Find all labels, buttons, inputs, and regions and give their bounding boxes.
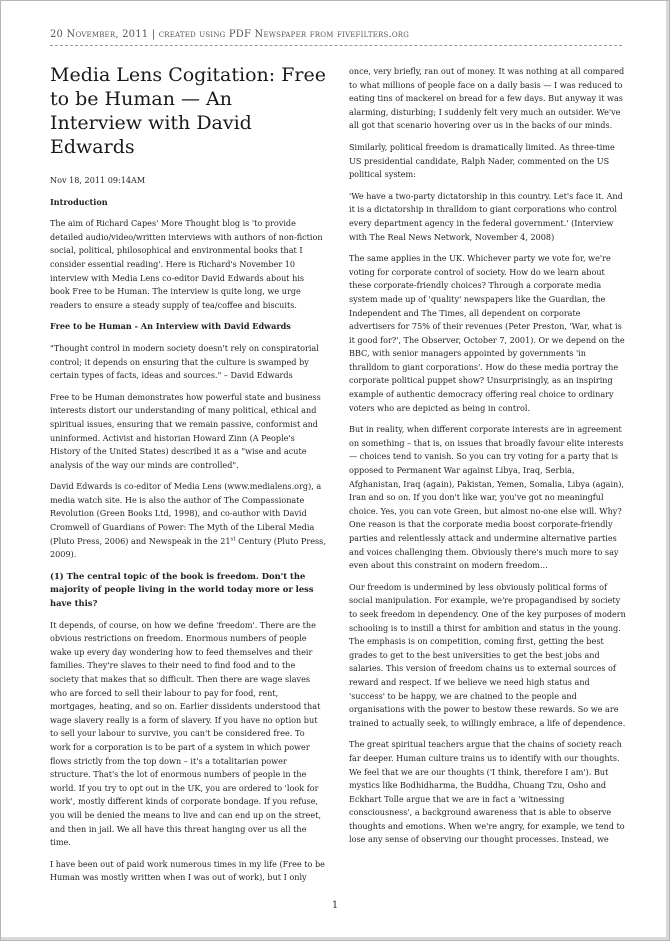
author-bio-text-end: Century (Pluto Press, 2009). bbox=[50, 535, 326, 560]
question-1: (1) The central topic of the book is freedom. Don't the majority of people living in the world today more or less have this? bbox=[50, 570, 314, 609]
header-date: 20 November, 2011 bbox=[50, 29, 149, 40]
author-bio-paragraph bbox=[50, 480, 326, 562]
ordinal-superscript: st bbox=[230, 535, 236, 542]
article-date: Nov 18, 2011 09:14AM bbox=[50, 175, 146, 185]
page-number: 1 bbox=[331, 900, 339, 911]
author-bio-text: David Edwards is co-editor of Media Lens (www.medialens.org), a media watch site. He is also the author of The Compassionate Revolution (Green Books Ltd, 1998), and co-author with David Cromwell of Guardians of Power: The Myth of the Liberal Media (Pluto Press, 2006) and Newspeak in the 21 bbox=[50, 481, 322, 546]
header-divider bbox=[50, 45, 622, 46]
left-column bbox=[50, 63, 326, 893]
pull-quote: "Thought control in modern society doesn't rely on conspiratorial control; it depends on ensuring that the culture is swamped by certain types of facts, ideas and sources." – David Edwards bbox=[50, 342, 319, 381]
intro-paragraph: The aim of Richard Capes' More Thought blog is 'to provide detailed audio/video/written interviews with authors of non-fiction social, political, philosophical and environmental books that I consider essential reading'. Here is Richard's November 10 interview with Media Lens co-editor David Edwards about his book Free to be Human. The interview is quite long, we urge readers to ensure a steady supply of tea/coffee and biscuits. bbox=[50, 218, 323, 310]
page-header bbox=[50, 29, 622, 40]
intro-heading: Introduction bbox=[50, 196, 108, 207]
header-separator: | bbox=[151, 29, 156, 40]
book-description-paragraph: Free to be Human demonstrates how powerful state and business interests distort our understanding of many political, ethical and spiritual issues, ensuring that we remain passive, conformist and uninformed. Activist and historian Howard Zinn (A People's History of the United States) described it as a "wise and acute analysis of the way our minds are controlled". bbox=[50, 391, 321, 470]
article-title: Media Lens Cogitation: Free to be Human — An Interview with David Edwards bbox=[50, 64, 326, 158]
header-created-text: created using PDF Newspaper from fivefilters.org bbox=[158, 29, 410, 40]
right-paragraph-5: But in reality, when different corporate interests are in agreement on something – that is, on issues that broadly favour elite interests — choices tend to vanish. So you can try voting for a party that is opposed to Permanent War against Libya, Iraq, Serbia, Afghanistan, Iraq (again), Pakistan, Yemen, Somalia, Libya (again), Iran and so on. If you don't like war, you've got no meaningful choice. Yes, you can vote Green, but almost no-one else will. Why? One reason is that the corporate media boost corporate-friendly parties and relentlessly attack and undermine alternative parties and voices challenging them. Obviously there's much more to say even about this constraint on modern freedom... bbox=[349, 424, 624, 571]
interview-heading: Free to be Human - An Interview with David Edwards bbox=[50, 321, 291, 332]
right-paragraph-4: The same applies in the UK. Whichever party we vote for, we're voting for corporate control of society. How do we learn about these corporate-friendly choices? Through a corporate media system made up of 'quality' newspapers like the Guardian, the Independent and The Times, all dependent on corporate advertisers for 75% of their revenues (Peter Preston, 'War, what is it good for?', The Observer, October 7, 2001). Or we depend on the BBC, with senior managers appointed by governments 'in thralldom to giant corporations'. How do these media portray the corporate political puppet show? Unsurprisingly, as an inspiring example of authentic democracy offering real choice to ordinary voters who are depicted as being in control. bbox=[349, 253, 625, 413]
answer-1-continuation: I have been out of paid work numerous times in my life (Free to be Human was mostly written when I was out of work), but I only bbox=[50, 858, 325, 883]
answer-1-paragraph: It depends, of course, on how we define 'freedom'. There are the obvious restrictions on freedom. Enormous numbers of people wake up every day wondering how to feed themselves and their families. They're slaves to their need to find food and to the society that makes that so difficult. Then there are wage slaves who are forced to sell their labour to pay for food, rent, mortgages, heating, and so on. Earlier dissidents understood that wage slavery really is a form of slavery. If you have no option but to sell your labour to survive, you can't be considered free. To work for a corporation is to be part of a system in which power flows strictly from the top down – it's a totalitarian power structure. That's the lot of enormous numbers of people in the world. If you try to opt out in the UK, you are ordered to 'look for work', mostly different kinds of corporate bondage. If you refuse, you will be denied the means to live and can end up on the street, and then in jail. We all have this threat hanging over us all the time. bbox=[50, 619, 322, 848]
page-shadow-right bbox=[666, 1, 669, 940]
right-paragraph-1: once, very briefly, ran out of money. It was nothing at all compared to what millions of people face on a daily basis — I was reduced to eating tins of mackerel on bread for a few days. But anyway it was alarming, disturbing; I suddenly felt very much an outsider. We've all got that scenario hovering over us in the backs of our minds. bbox=[349, 66, 625, 131]
page-shadow-bottom bbox=[1, 937, 669, 940]
right-column bbox=[349, 65, 627, 855]
right-paragraph-6: Our freedom is undermined by less obviously political forms of social manipulation. For example, we're propagandised by society to seek freedom in dependency. One of the key purposes of modern schooling is to instill a thirst for ambition and status in the young. The emphasis is on competition, coming first, getting the best grades to get to the best universities to get the best jobs and salaries. This version of freedom chains us to external sources of reward and respect. If we believe we need high status and 'success' to be happy, we are chained to the people and organisations with the power to bestow these rewards. So we are trained to actually seek, to willingly embrace, a life of dependence. bbox=[349, 581, 626, 728]
right-paragraph-7: The great spiritual teachers argue that the chains of society reach far deeper. Human culture trains us to identify with our thoughts. We feel that we are our thoughts ('I think, therefore I am'). But mystics like Bodhidharma, the Buddha, Chuang Tzu, Osho and Eckhart Tolle argue that we are in fact a 'witnessing consciousness', a background awareness that is able to observe thoughts and emotions. When we're angry, for example, we tend to lose any sense of observing our thought processes. Instead, we bbox=[349, 739, 625, 845]
nader-quote-paragraph: 'We have a two-party dictatorship in this country. Let's face it. And it is a dictatorship in thralldom to giant corporations who control every department agency in the federal government.' (Interview with The Real News Network, November 4, 2008) bbox=[349, 190, 623, 242]
right-paragraph-2: Similarly, political freedom is dramatically limited. As three-time US presidential candidate, Ralph Nader, commented on the US political system: bbox=[349, 141, 615, 180]
